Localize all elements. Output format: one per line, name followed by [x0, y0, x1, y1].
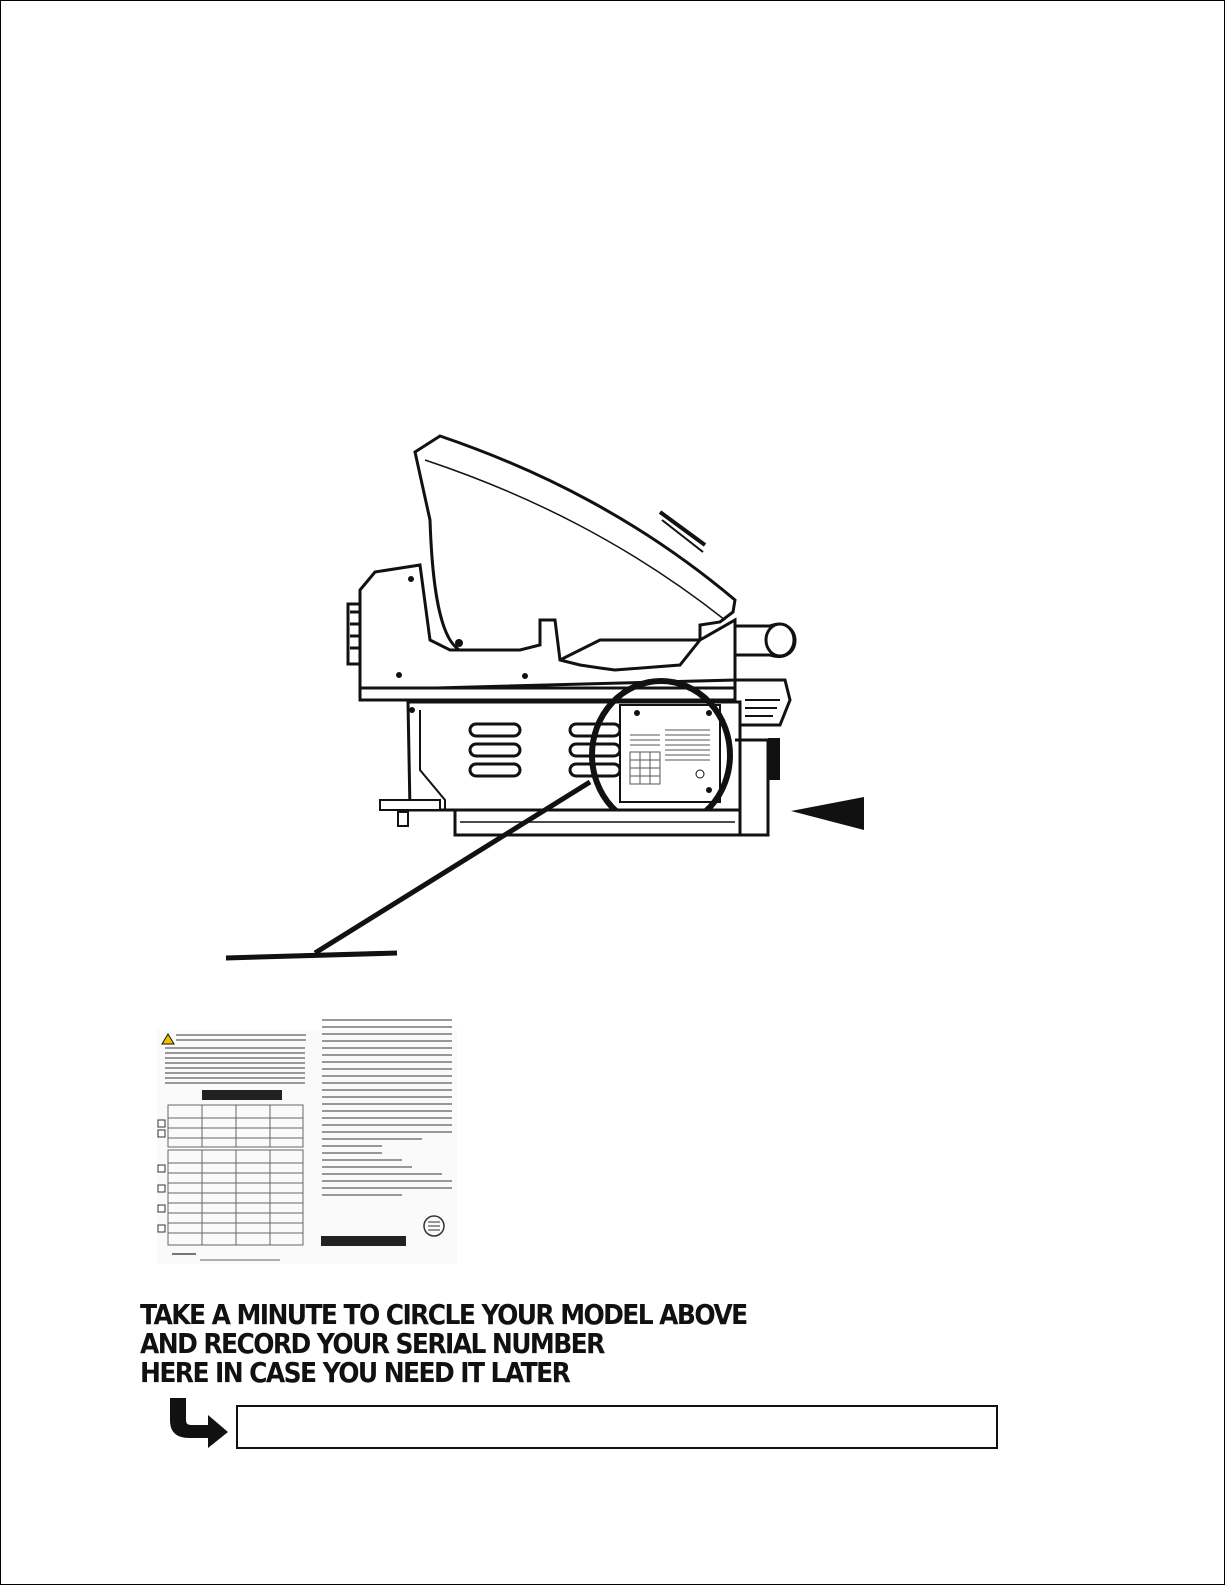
leader-base-line	[226, 953, 397, 958]
grill-lid	[415, 436, 735, 666]
instruction-line-2: AND RECORD YOUR SERIAL NUMBER	[140, 1327, 604, 1360]
serial-number-field[interactable]	[236, 1405, 998, 1449]
rating-label	[157, 1020, 457, 1264]
bent-arrow-right-icon	[168, 1398, 232, 1448]
instruction-line-1: TAKE A MINUTE TO CIRCLE YOUR MODEL ABOVE	[140, 1298, 747, 1331]
instructions-text	[140, 1298, 747, 1389]
triangle-pointer-icon	[791, 797, 864, 830]
instruction-line-3: HERE IN CASE YOU NEED IT LATER	[140, 1356, 570, 1389]
